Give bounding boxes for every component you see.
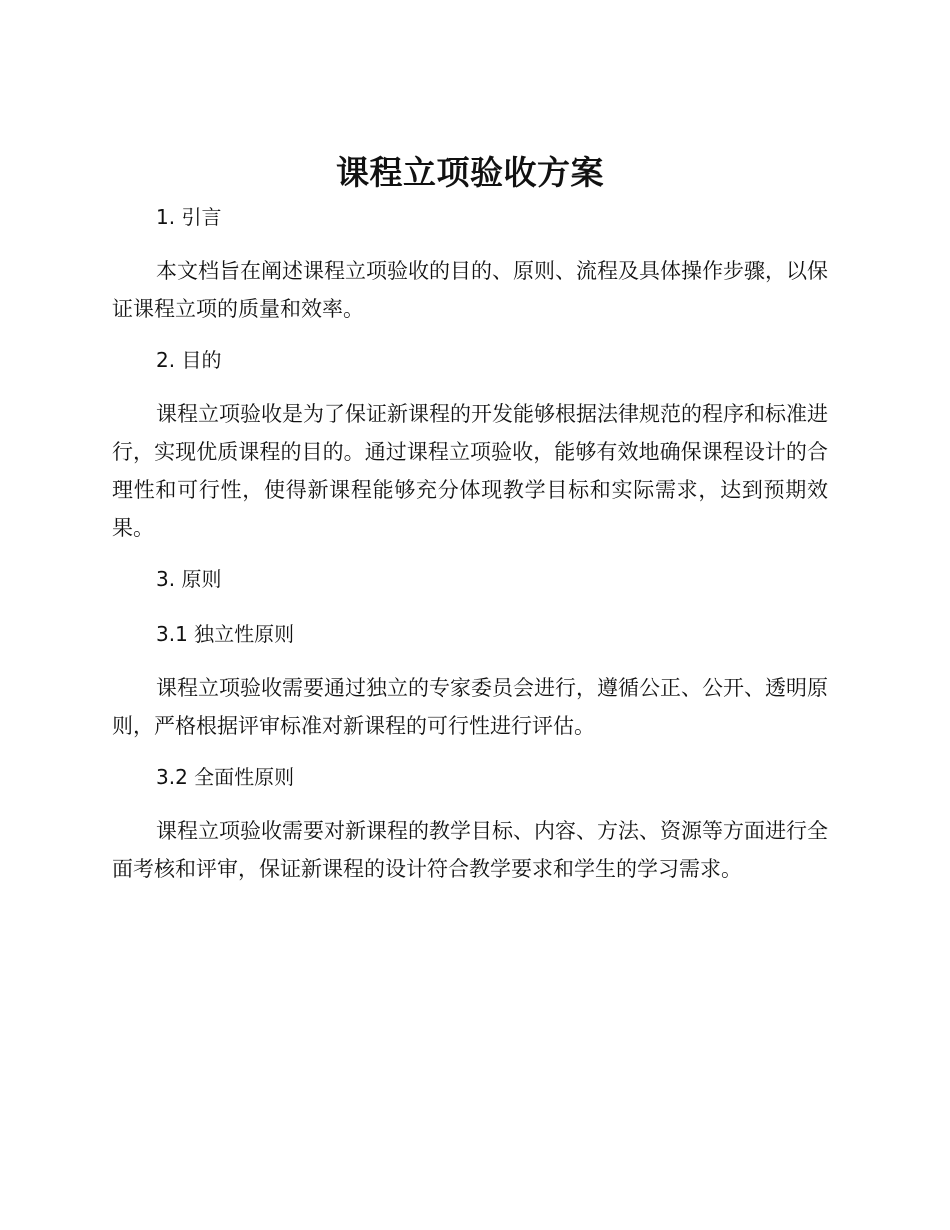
subsection-paragraph-independence: 课程立项验收需要通过独立的专家委员会进行，遵循公正、公开、透明原则，严格根据评审标准对新课程的可行性进行评估。 <box>112 676 828 738</box>
subsection-heading-comprehensiveness: 3.2 全面性原则 <box>156 765 295 789</box>
section-heading-introduction: 1. 引言 <box>156 205 222 229</box>
section-heading-purpose: 2. 目的 <box>156 348 222 372</box>
section-paragraph-introduction: 本文档旨在阐述课程立项验收的目的、原则、流程及具体操作步骤，以保证课程立项的质量和效率。 <box>112 259 828 321</box>
document-body <box>112 148 828 888</box>
section-heading-principles: 3. 原则 <box>156 567 222 591</box>
subsection-heading-independence: 3.1 独立性原则 <box>156 622 295 646</box>
subsection-paragraph-comprehensiveness: 课程立项验收需要对新课程的教学目标、内容、方法、资源等方面进行全面考核和评审，保证新课程的设计符合教学要求和学生的学习需求。 <box>112 819 828 881</box>
document-title: 课程立项验收方案 <box>336 153 604 192</box>
section-paragraph-purpose: 课程立项验收是为了保证新课程的开发能够根据法律规范的程序和标准进行，实现优质课程的目的。通过课程立项验收，能够有效地确保课程设计的合理性和可行性，使得新课程能够充分体现教学目标和实际需求，达到预期效果。 <box>112 402 828 540</box>
